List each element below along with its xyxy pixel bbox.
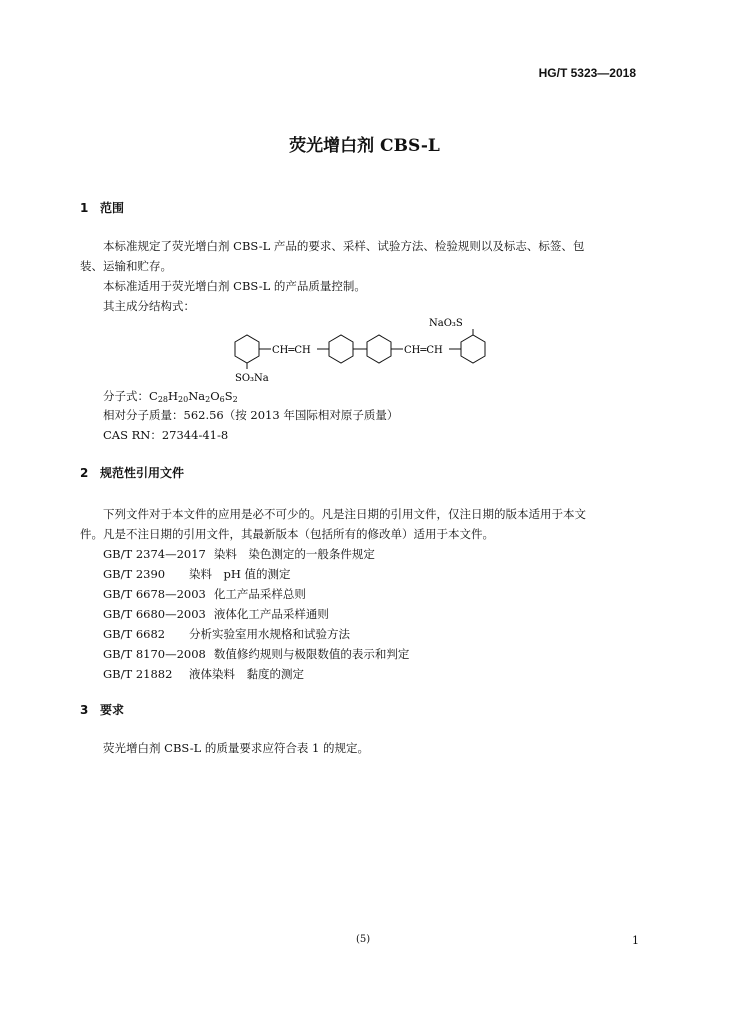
page-number: 1 <box>632 934 639 947</box>
reference-title: 液体染料 黏度的测定 <box>189 667 304 681</box>
reference-item <box>103 644 409 664</box>
vinylene-linker-right: CH═CH <box>404 345 443 356</box>
document-title: 荧光增白剂 CBS-L <box>289 136 440 156</box>
section-title: 范围 <box>100 201 125 215</box>
benzene-ring-right <box>461 335 485 363</box>
cas-number: CAS RN：27344-41-8 <box>103 428 229 442</box>
section-1-heading <box>80 199 124 216</box>
reference-code: GB/T 6678—2003 <box>103 587 206 601</box>
page-sequence-marker: (5) <box>356 934 371 945</box>
reference-code: GB/T 2374—2017 <box>103 547 206 561</box>
requirements-paragraph: 荧光增白剂 CBS-L 的质量要求应符合表 1 的规定。 <box>103 741 370 755</box>
section-number: 1 <box>80 201 89 215</box>
molecular-formula: 分子式：$C_{28}H_{20}Na_2O_6S_2$ <box>103 389 238 404</box>
benzene-ring-biphenyl-2 <box>367 335 391 363</box>
structure-intro: 其主成分结构式： <box>103 299 195 313</box>
chemical-structure-diagram <box>225 312 505 387</box>
reference-item <box>103 564 291 584</box>
reference-title: 化工产品采样总则 <box>213 587 306 601</box>
reference-title: 染料 染色测定的一般条件规定 <box>213 547 375 561</box>
reference-item <box>103 624 350 644</box>
section-number: 2 <box>80 466 89 480</box>
reference-title: 分析实验室用水规格和试验方法 <box>189 627 350 641</box>
references-intro-line-1: 下列文件对于本文件的应用是必不可少的。凡是注日期的引用文件，仅注日期的版本适用于本文 <box>103 507 586 521</box>
section-title: 规范性引用文件 <box>100 466 185 480</box>
reference-title: 液体化工产品采样通则 <box>213 607 329 621</box>
benzene-ring-biphenyl-1 <box>329 335 353 363</box>
scope-paragraph-line-1: 本标准规定了荧光增白剂 CBS-L 产品的要求、采样、试验方法、检验规则以及标志、标签、包 <box>103 239 585 253</box>
formula-label: 分子式： <box>103 389 149 403</box>
scope-applicability: 本标准适用于荧光增白剂 CBS-L 的产品质量控制。 <box>103 279 366 293</box>
reference-title: 染料 pH 值的测定 <box>189 567 291 581</box>
reference-item <box>103 664 304 684</box>
reference-code: GB/T 6682 <box>103 627 166 641</box>
reference-item <box>103 584 306 604</box>
sulfonate-label-bottom: SO₃Na <box>235 373 269 384</box>
reference-code: GB/T 21882 <box>103 667 173 681</box>
reference-title: 数值修约规则与极限数值的表示和判定 <box>213 647 410 661</box>
reference-code: GB/T 2390 <box>103 567 166 581</box>
reference-code: GB/T 8170—2008 <box>103 647 206 661</box>
scope-paragraph-line-2: 装、运输和贮存。 <box>80 259 172 273</box>
vinylene-linker-left: CH═CH <box>272 345 311 356</box>
section-number: 3 <box>80 703 89 717</box>
sulfonate-label-top: NaO₃S <box>429 318 463 329</box>
reference-code: GB/T 6680—2003 <box>103 607 206 621</box>
section-3-heading <box>80 701 124 718</box>
molecular-mass: 相对分子质量：562.56（按 2013 年国际相对原子质量） <box>103 408 399 422</box>
document-code: HG/T 5323—2018 <box>538 66 636 80</box>
benzene-ring-left <box>235 335 259 363</box>
reference-item <box>103 544 375 564</box>
references-intro-line-2: 件。凡是不注日期的引用文件，其最新版本（包括所有的修改单）适用于本文件。 <box>80 527 494 541</box>
section-2-heading <box>80 464 184 481</box>
reference-item <box>103 604 329 624</box>
section-title: 要求 <box>100 703 125 717</box>
